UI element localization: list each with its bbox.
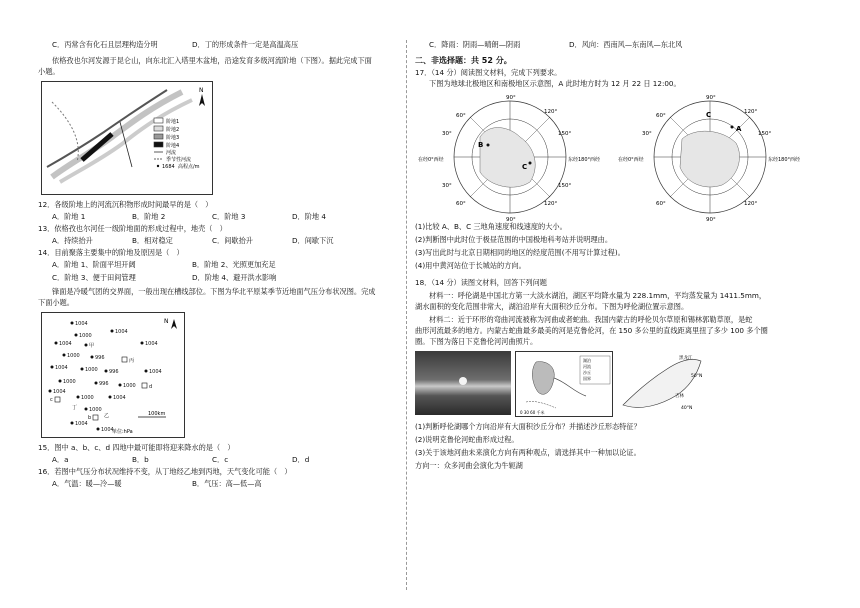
pressure-label: 996 bbox=[99, 381, 109, 387]
q16-option-b: B．气压：高—低—高 bbox=[192, 479, 262, 488]
q17-intro: 下图为地球北极地区和南极地区示意图，A 此时地方时为 12 月 22 日 12:00。 bbox=[429, 79, 681, 88]
q13-stem: 13．依格孜也尔河任一级阶地面的形成过程中，地壳（ ） bbox=[38, 224, 227, 233]
q13-option-b: B．相对稳定 bbox=[132, 236, 173, 245]
q16-stem: 16．若图中气压分布状况维持不变，从丁地经乙地到丙地，天气变化可能（ ） bbox=[38, 467, 292, 476]
pressure-label: 1004 bbox=[75, 321, 88, 327]
map3-legend-label: 湖泊 bbox=[583, 358, 591, 363]
pressure-point bbox=[145, 370, 148, 373]
point-c-marker bbox=[529, 162, 532, 165]
pressure-point bbox=[75, 334, 78, 337]
hulun-lake-svg bbox=[516, 352, 612, 416]
q11-options bbox=[38, 38, 400, 51]
pressure-label: 1004 bbox=[75, 421, 88, 427]
point-c-label: C bbox=[522, 163, 528, 171]
hulun-lake-map bbox=[515, 351, 613, 417]
lon-label: 60° bbox=[656, 201, 666, 207]
pressure-label: 1000 bbox=[85, 367, 98, 373]
map4-label: 50°N bbox=[691, 374, 703, 379]
q16-option-a: A．气温：暖—冷—暖 bbox=[52, 479, 122, 488]
pressure-point bbox=[71, 422, 74, 425]
station-marker bbox=[142, 383, 147, 388]
pressure-point bbox=[91, 356, 94, 359]
q13-option-c: C．间歇抬升 bbox=[212, 236, 253, 245]
lon-label: 90° bbox=[506, 95, 516, 101]
legend-label-2: 阶地2 bbox=[166, 127, 180, 133]
pressure-point bbox=[59, 380, 62, 383]
point-b-marker bbox=[487, 144, 490, 147]
pressure-label: 1000 bbox=[123, 383, 136, 389]
pressure-label: 乙 bbox=[104, 413, 110, 419]
map3-scale-label: 0 30 60 千米 bbox=[520, 410, 545, 415]
south-polar-group bbox=[618, 95, 800, 223]
material1-line2: 湖水面积的变化范围非常大，湖泊沿岸有大面积沙丘分布。下图为呼伦湖位置示意图。 bbox=[415, 302, 689, 311]
south-polar-diagram bbox=[615, 91, 805, 223]
pressure-point bbox=[49, 390, 52, 393]
north-arrow-icon bbox=[199, 94, 205, 106]
material1-line1: 材料一：呼伦湖是中国北方第一大淡水湖泊，湖区平均降水量为 228.1mm，平均蒸发量为 1411.5mm， bbox=[429, 291, 767, 300]
north-polar-diagram bbox=[415, 91, 605, 223]
lon-label: 150° bbox=[558, 183, 572, 189]
q16-options-ab bbox=[38, 477, 400, 490]
right-column bbox=[415, 38, 815, 471]
legend-label-elev: 高程点/m bbox=[178, 164, 200, 170]
lon-label: 30° bbox=[442, 131, 452, 137]
sunset-sun-icon bbox=[459, 377, 467, 385]
point-a-label: A bbox=[736, 125, 742, 133]
station-marker bbox=[122, 357, 127, 362]
pressure-label: c bbox=[50, 397, 53, 403]
legend-elev-value: 1684 bbox=[162, 164, 175, 170]
column-divider bbox=[406, 40, 407, 590]
q14-option-c: C．阶地 3、便于田间管理 bbox=[52, 273, 136, 282]
section2-heading: 二、非选择题：共 52 分。 bbox=[415, 56, 512, 65]
legend-label-river: 河流 bbox=[166, 150, 177, 156]
pressure-label: 1004 bbox=[59, 341, 72, 347]
lon-label: 60° bbox=[456, 201, 466, 207]
pressure-label: b bbox=[88, 415, 92, 421]
station-marker bbox=[55, 397, 60, 402]
q13-option-a: A．持续抬升 bbox=[52, 236, 93, 245]
q16-option-c: C．降雨：阴雨—晴朗—阴雨 bbox=[429, 40, 521, 49]
q18-stem: 18．（14 分）读图文材料，回答下列问题 bbox=[415, 278, 547, 287]
pressure-label: 1004 bbox=[149, 369, 162, 375]
legend-swatch-2 bbox=[154, 126, 163, 131]
lon-label: 90° bbox=[706, 217, 716, 223]
q15-options bbox=[38, 453, 400, 466]
q18-item-3: (3)关于该地河曲未来演化方向有两种观点，请选择其中一种加以论证。 bbox=[415, 448, 641, 457]
meridian-caption-left: 在经0°西经 bbox=[418, 157, 444, 163]
pressure-label: 1000 bbox=[79, 333, 92, 339]
q14-option-b: B．阶地 2、光照更加充足 bbox=[192, 260, 276, 269]
pressure-label: 1004 bbox=[113, 395, 126, 401]
pressure-label: 1004 bbox=[101, 427, 114, 433]
pressure-point bbox=[77, 396, 80, 399]
pressure-point bbox=[109, 396, 112, 399]
point-b-label: B bbox=[478, 141, 484, 149]
view-1: 方向一：众多河曲会演化为牛轭湖 bbox=[415, 461, 523, 470]
q14-option-a: A．阶地 1、阶面平坦开阔 bbox=[52, 260, 136, 269]
map4-label: 黑龙江 bbox=[679, 356, 693, 361]
seasonal-river bbox=[52, 102, 78, 162]
pressure-label: 996 bbox=[95, 355, 105, 361]
q17-item-4: (4)用中黄河站位于长城站的方向。 bbox=[415, 261, 526, 270]
material2-line3: 圈。下图为落日下克鲁伦河河曲照片。 bbox=[415, 337, 538, 346]
q16-options-cd bbox=[415, 38, 815, 51]
q14-stem: 14．目前聚落主要集中的阶地及原因是（ ） bbox=[38, 248, 184, 257]
pressure-point bbox=[85, 408, 88, 411]
q12-options bbox=[38, 210, 400, 223]
station-marker bbox=[93, 415, 98, 420]
lon-label: 120° bbox=[744, 109, 758, 115]
q15-option-d: D．d bbox=[292, 455, 310, 464]
pressure-point bbox=[55, 342, 58, 345]
map2-north-label: N bbox=[164, 318, 169, 325]
q12-stem: 12．各级阶地上的河流沉积物形成时间最早的是（ ） bbox=[38, 200, 213, 209]
meridian-caption-right: 东经180°西经 bbox=[568, 157, 601, 163]
q12-option-b: B．阶地 2 bbox=[132, 212, 166, 221]
map3-legend-label: 河流 bbox=[583, 364, 591, 369]
landmass bbox=[480, 128, 535, 188]
pressure-values bbox=[49, 321, 162, 433]
map3-legend-label: 沙丘 bbox=[583, 370, 591, 375]
meridian-caption-right: 东经180°西经 bbox=[768, 157, 801, 163]
lon-label: 30° bbox=[642, 131, 652, 137]
intro-front-line2: 下面小题。 bbox=[38, 298, 74, 307]
pressure-point bbox=[97, 428, 100, 431]
q14-options-cd bbox=[38, 271, 400, 284]
pressure-point bbox=[51, 366, 54, 369]
pressure-point bbox=[71, 322, 74, 325]
north-arrow-icon bbox=[171, 319, 177, 329]
pressure-map bbox=[41, 312, 185, 438]
river-terrace-map bbox=[41, 81, 213, 195]
left-column bbox=[38, 38, 400, 490]
northeast-china-map bbox=[617, 351, 707, 415]
q15-option-c: C．c bbox=[212, 455, 229, 464]
pressure-label: 1004 bbox=[145, 341, 158, 347]
pressure-label: 甲 bbox=[89, 343, 95, 349]
pressure-label: d bbox=[149, 384, 153, 390]
legend-swatch-elev bbox=[157, 165, 159, 167]
pressure-label: 丁 bbox=[72, 405, 78, 411]
lon-label: 120° bbox=[544, 109, 558, 115]
pressure-label: 1000 bbox=[63, 379, 76, 385]
meander-photo bbox=[415, 351, 511, 415]
lon-label: 120° bbox=[744, 201, 758, 207]
q14-options-ab bbox=[38, 258, 400, 271]
pressure-point bbox=[81, 368, 84, 371]
q15-option-a: A．a bbox=[52, 455, 69, 464]
q12-option-d: D．阶地 4 bbox=[292, 212, 326, 221]
q17-item-3: (3)写出此时与北京日期相同的地区的经度范围(不用写计算过程)。 bbox=[415, 248, 625, 257]
lon-label: 120° bbox=[544, 201, 558, 207]
lake-shape bbox=[532, 362, 554, 395]
pressure-point bbox=[85, 344, 88, 347]
lon-label: 60° bbox=[656, 113, 666, 119]
map3-legend-label: 国界 bbox=[583, 376, 591, 381]
material2-line1: 材料二：近于环形的弯曲河流被称为河曲或者蛇曲。我国内蒙古的呼伦贝尔草原和锡林郭勒草原，是蛇 bbox=[429, 315, 753, 324]
material2-line2: 曲形河流最多的地方。内蒙古蛇曲最多最美的河是克鲁伦河，在 150 多公里的直线距离里扭了多少 100 多个圈 bbox=[415, 326, 768, 335]
q18-item-1: (1)判断呼伦湖哪个方向沿岸有大面积沙丘分布？并描述沙丘形态特征？ bbox=[415, 422, 641, 431]
q15-stem: 15．图中 a、b、c、d 四地中最可能即将迎来降水的是（ ） bbox=[38, 443, 235, 452]
pressure-label: 1004 bbox=[115, 329, 128, 335]
pressure-label: 1000 bbox=[81, 395, 94, 401]
q14-option-d: D．阶地 4、避开洪水影响 bbox=[192, 273, 277, 282]
pressure-label: 1000 bbox=[67, 353, 80, 359]
map1-north-label: N bbox=[199, 87, 204, 94]
q11-option-d: D．丁的形成条件一定是高温高压 bbox=[192, 40, 299, 49]
antarctica bbox=[680, 131, 740, 187]
polar-diagrams bbox=[415, 91, 815, 223]
lon-label: 60° bbox=[456, 113, 466, 119]
legend-swatch-3 bbox=[154, 134, 163, 139]
pressure-label: 1004 bbox=[53, 389, 66, 395]
lon-label: 30° bbox=[442, 183, 452, 189]
pressure-label: 1004 bbox=[55, 365, 68, 371]
pressure-label: 丙 bbox=[129, 358, 135, 364]
q18-item-2: (2)说明克鲁伦河蛇曲形成过程。 bbox=[415, 435, 519, 444]
map4-label: 吉林 bbox=[675, 394, 684, 399]
legend-label-1: 阶地1 bbox=[166, 119, 180, 125]
pressure-point bbox=[105, 370, 108, 373]
lon-label: 90° bbox=[706, 95, 716, 101]
q13-options bbox=[38, 234, 400, 247]
map4-label: 40°N bbox=[681, 406, 693, 411]
q13-option-d: D．间歇下沉 bbox=[292, 236, 334, 245]
q12-option-a: A．阶地 1 bbox=[52, 212, 86, 221]
legend-swatch-4 bbox=[154, 142, 163, 147]
pressure-point bbox=[141, 342, 144, 345]
legend-label-4: 阶地4 bbox=[166, 143, 180, 149]
point-c-label-south: C bbox=[706, 111, 712, 119]
border-line bbox=[526, 401, 556, 408]
pressure-point bbox=[95, 382, 98, 385]
q11-option-c: C．丙常含有化石且层理构造分明 bbox=[52, 40, 158, 49]
intro-front-line1: 锋面是冷暖气团的交界面，一般出现在槽线部位。下图为华北平原某季节近地面气压分布状况图。完成 bbox=[52, 287, 376, 296]
q17-stem: 17．（14 分）阅读图文材料，完成下列要求。 bbox=[415, 68, 562, 77]
intro-river-line1: 依格孜也尔河发源于昆仑山，向东北汇入塔里木盆地，沿途发育多级河流阶地（下图）。据此完成下面 bbox=[52, 56, 372, 65]
point-a-marker bbox=[731, 126, 734, 129]
q17-item-2: (2)判断图中此时位于极昼范围的中国极地科考站并说明理由。 bbox=[415, 235, 613, 244]
lon-label: 150° bbox=[758, 131, 772, 137]
map2-unit-label: 单位:hPa bbox=[112, 429, 133, 435]
q18-figures bbox=[415, 351, 815, 417]
legend-label-seasonal: 季节性河流 bbox=[166, 157, 192, 163]
northeast-china-svg bbox=[617, 351, 707, 415]
pressure-point bbox=[63, 354, 66, 357]
pressure-point bbox=[119, 384, 122, 387]
lon-label: 150° bbox=[558, 131, 572, 137]
pressure-point bbox=[111, 330, 114, 333]
pressure-label: 996 bbox=[109, 369, 119, 375]
map2-scale-label: 100km bbox=[148, 411, 166, 417]
q17-item-1: (1)比较 A、B、C 三地角速度和线速度的大小。 bbox=[415, 222, 567, 231]
pressure-map-svg bbox=[42, 313, 184, 437]
q15-option-b: B．b bbox=[132, 455, 149, 464]
q16-option-d: D．风向：西南风—东南风—东北风 bbox=[569, 40, 683, 49]
lon-label: 90° bbox=[506, 217, 516, 223]
meridian-caption-left: 在经0°西经 bbox=[618, 157, 644, 163]
q12-option-c: C．阶地 3 bbox=[212, 212, 246, 221]
pressure-label: 1000 bbox=[89, 407, 102, 413]
map1-legend bbox=[154, 118, 200, 170]
region-outline bbox=[623, 359, 701, 407]
legend-swatch-1 bbox=[154, 118, 163, 123]
legend-label-3: 阶地3 bbox=[166, 135, 180, 141]
intro-river-line2: 小题。 bbox=[38, 67, 60, 76]
river-terrace-svg bbox=[42, 82, 212, 194]
north-polar-group bbox=[418, 95, 600, 223]
